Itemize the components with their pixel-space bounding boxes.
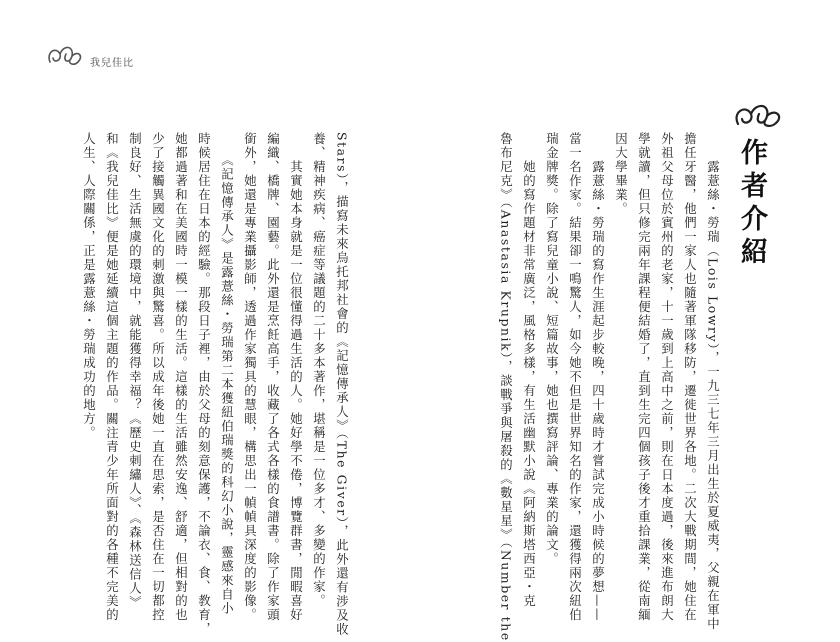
text-column: 少了接觸異國文化的刺激與驚喜。所以成年後她一直在思索，是否住在一切都控 [150, 132, 166, 622]
text-column: 露薏絲・勞瑞的寫作生涯起步較晚，四十歲時才嘗試完成小時候的夢想—— [590, 132, 606, 622]
text-column: Stars），描寫未來烏托邦社會的《記憶傳承人》（The Giver），此外還有涉及收 [334, 132, 350, 637]
text-column: 她的寫作題材非常廣泛，風格多樣，有生活幽默小說《阿納斯塔西亞・克 [521, 132, 537, 608]
text-column: 外祖父母位於賓州的老家，十一歲到上高中之前，則在日本度過，後來進布朗大 [659, 132, 675, 622]
text-column: 人生、人際關係，正是露薏絲・勞瑞成功的地方。 [81, 132, 97, 440]
text-column: 養、精神疾病、癌症等議題的二十多本著作，堪稱是一位多才、多變的作家。 [311, 132, 327, 608]
text-column: 編織、橋牌、園藝。此外還是烹飪高手，收藏了各式各樣的食譜書。除了作家頭 [265, 132, 281, 622]
text-column: 和《我兒佳比》便是她延續這個主題的作品。關注青少年所面對的各種不完美的 [104, 132, 120, 622]
text-column: 制良好、生活無虞的環境中，就能獲得幸福？《歷史刺繡人》、《森林送信人》 [127, 132, 143, 610]
text-column: 因大學畢業。 [613, 132, 629, 216]
page-title: 作者介紹 [736, 138, 767, 270]
curly-monogram-icon [730, 98, 786, 134]
text-column: 擔任牙醫，他們一家人也隨著軍隊移防，遷徙世界各地。二次大戰期間，她住在 [682, 132, 698, 622]
text-column: 瑞金牌獎。除了寫兒童小說、短篇故事，她也撰寫評論、專業的論文。 [544, 132, 560, 566]
text-column: 時候居住在日本的經驗。那段日子裡，由於父母的刻意保護，不論衣、食、教育， [196, 132, 212, 636]
text-column: 當一名作家。結果卻一鳴驚人，如今她不但是世界知名的作家，還獲得兩次紐伯 [567, 132, 583, 622]
text-column: 其實她本身就是一位很懂得過生活的人。她好學不倦，博覽群書，閒暇喜好 [288, 132, 304, 622]
text-column: 銜外，她還是專業攝影師，透過作家獨具的慧眼，構思出一幀幀具深度的影像。 [242, 132, 258, 622]
text-column: 露薏絲・勞瑞（Lois Lowry），一九三七年三月出生於夏威夷，父親在軍中 [705, 132, 721, 631]
text-column: 學就讀，但只修完兩年課程便結婚了，直到生完四個孩子後才重拾課業，從南緬 [636, 132, 652, 622]
curly-monogram-icon [44, 40, 86, 72]
running-head: 我兒佳比 [90, 58, 134, 69]
text-column: 《記憶傳承人》是露薏絲・勞瑞第二本獲紐伯瑞獎的科幻小說，靈感來自小 [219, 132, 235, 616]
text-column: 魯布尼克》（Anastasia Krupnik），談戰爭與屠殺的《數星星》（Number the [498, 132, 514, 642]
text-column: 她都過著和在美國時一模一樣的生活。這樣的生活雖然安逸、舒適，但相對的也 [173, 132, 189, 622]
